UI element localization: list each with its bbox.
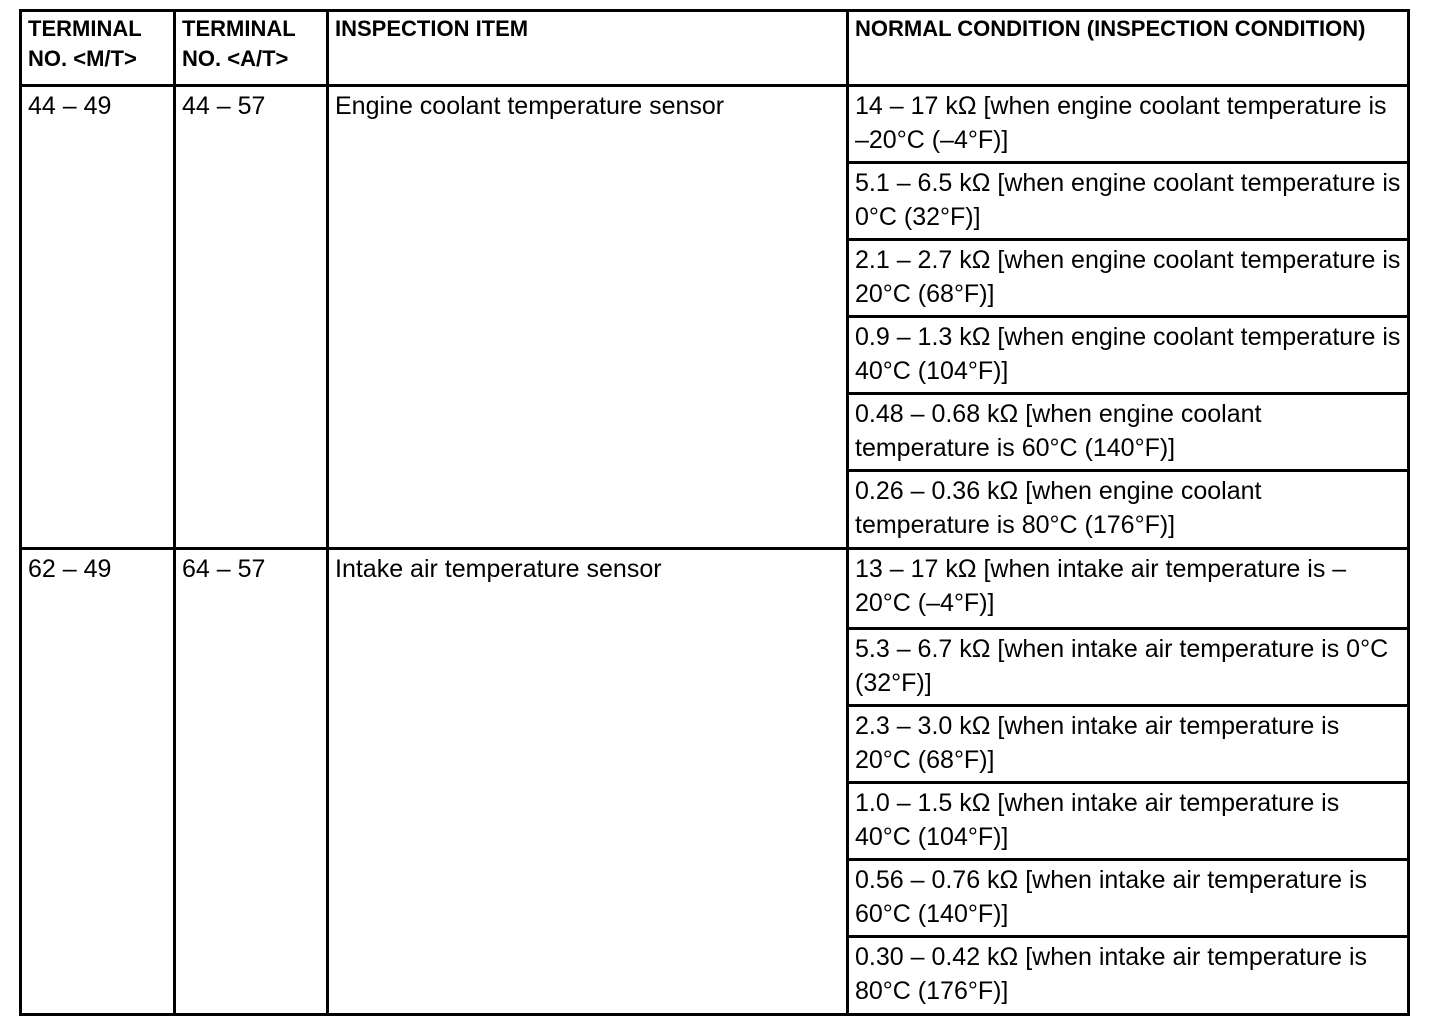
condition-cell: 0.26 – 0.36 kΩ [when engine coolant temperature is 80°C (176°F)] — [848, 471, 1409, 549]
header-terminal-mt: TERMINAL NO. <M/T> — [21, 11, 175, 86]
condition-cell: 0.56 – 0.76 kΩ [when intake air temperature is 60°C (140°F)] — [848, 860, 1409, 937]
header-inspection-item: INSPECTION ITEM — [328, 11, 848, 86]
table-header — [21, 11, 1409, 86]
condition-cell: 2.3 – 3.0 kΩ [when intake air temperature is 20°C (68°F)] — [848, 706, 1409, 783]
inspection-table — [19, 9, 1410, 1016]
inspection-item-cell: Intake air temperature sensor — [328, 549, 848, 1015]
table-row — [21, 86, 1409, 163]
terminal-mt-cell: 62 – 49 — [21, 549, 175, 1015]
terminal-mt-cell: 44 – 49 — [21, 86, 175, 549]
table-body — [21, 86, 1409, 1015]
condition-cell: 0.48 – 0.68 kΩ [when engine coolant temperature is 60°C (140°F)] — [848, 394, 1409, 471]
header-row — [21, 11, 1409, 86]
condition-cell: 0.30 – 0.42 kΩ [when intake air temperature is 80°C (176°F)] — [848, 937, 1409, 1015]
condition-cell: 1.0 – 1.5 kΩ [when intake air temperature is 40°C (104°F)] — [848, 783, 1409, 860]
condition-cell: 0.9 – 1.3 kΩ [when engine coolant temperature is 40°C (104°F)] — [848, 317, 1409, 394]
condition-cell: 2.1 – 2.7 kΩ [when engine coolant temperature is 20°C (68°F)] — [848, 240, 1409, 317]
condition-cell: 5.3 – 6.7 kΩ [when intake air temperature is 0°C (32°F)] — [848, 629, 1409, 706]
terminal-at-cell: 44 – 57 — [175, 86, 328, 549]
header-normal-condition: NORMAL CONDITION (INSPECTION CONDITION) — [848, 11, 1409, 86]
condition-cell: 14 – 17 kΩ [when engine coolant temperature is –20°C (–4°F)] — [848, 86, 1409, 163]
terminal-at-cell: 64 – 57 — [175, 549, 328, 1015]
table-row — [21, 549, 1409, 629]
condition-cell: 5.1 – 6.5 kΩ [when engine coolant temperature is 0°C (32°F)] — [848, 163, 1409, 240]
header-terminal-at: TERMINAL NO. <A/T> — [175, 11, 328, 86]
condition-cell: 13 – 17 kΩ [when intake air temperature is –20°C (–4°F)] — [848, 549, 1409, 629]
inspection-item-cell: Engine coolant temperature sensor — [328, 86, 848, 549]
